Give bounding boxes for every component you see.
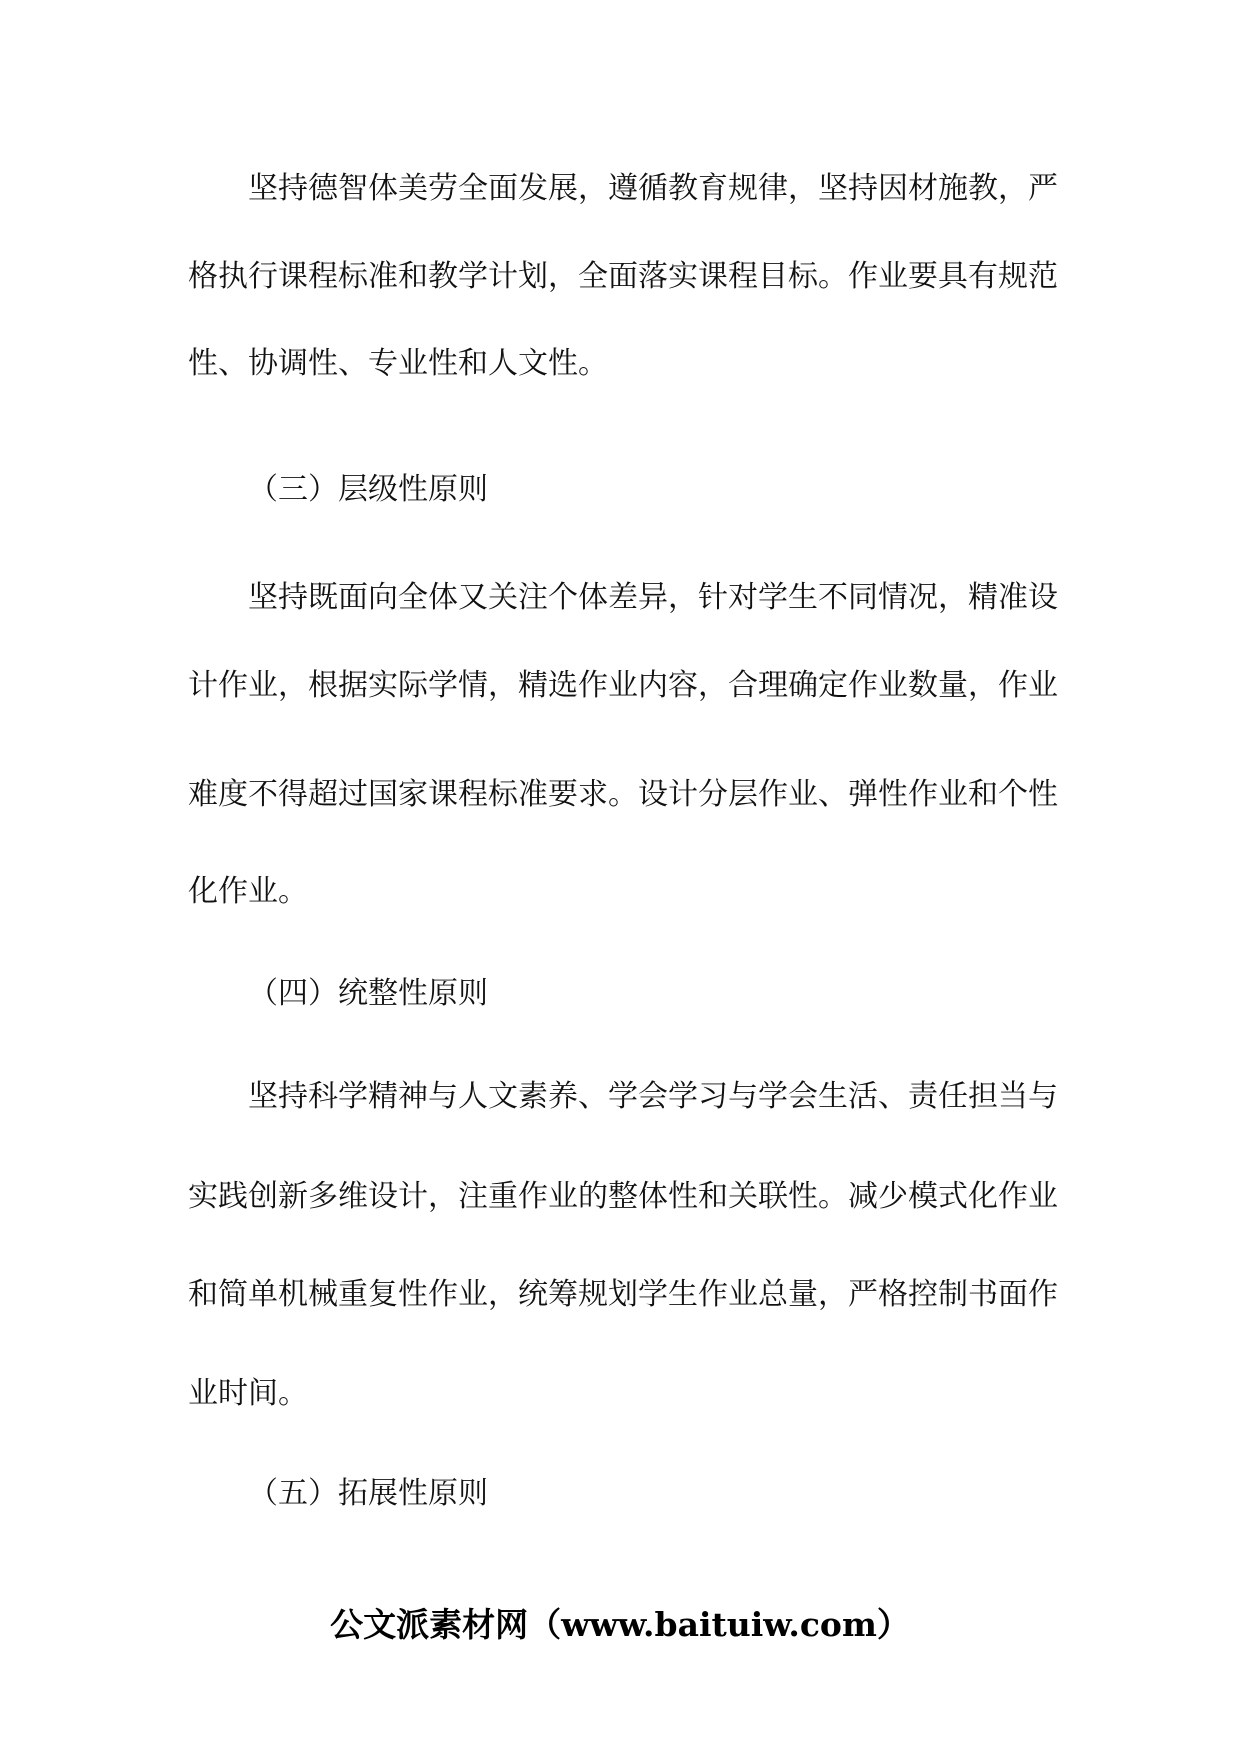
paragraph-line: 和简单机械重复性作业，统筹规划学生作业总量，严格控制书面作	[188, 1277, 1058, 1312]
section-heading: （四）统整性原则	[248, 976, 488, 1011]
paragraph-line: 格执行课程标准和教学计划，全面落实课程目标。作业要具有规范	[188, 259, 1058, 294]
paragraph-line: 坚持德智体美劳全面发展，遵循教育规律，坚持因材施教，严	[248, 171, 1058, 206]
paragraph-line: 性、协调性、专业性和人文性。	[188, 346, 608, 381]
paragraph-line: 实践创新多维设计，注重作业的整体性和关联性。减少模式化作业	[188, 1179, 1058, 1214]
paragraph-line: 计作业，根据实际学情，精选作业内容，合理确定作业数量，作业	[188, 668, 1058, 703]
paragraph-line: 坚持科学精神与人文素养、学会学习与学会生活、责任担当与	[248, 1079, 1058, 1114]
paragraph-line: 化作业。	[188, 874, 308, 909]
section-heading: （三）层级性原则	[248, 472, 488, 507]
paragraph-line: 业时间。	[188, 1376, 308, 1411]
section-heading: （五）拓展性原则	[248, 1476, 488, 1511]
paragraph-line: 坚持既面向全体又关注个体差异，针对学生不同情况，精准设	[248, 580, 1058, 615]
footer-watermark: 公文派素材网（www.baituiw.com）	[330, 1605, 910, 1644]
paragraph-line: 难度不得超过国家课程标准要求。设计分层作业、弹性作业和个性	[188, 777, 1058, 812]
